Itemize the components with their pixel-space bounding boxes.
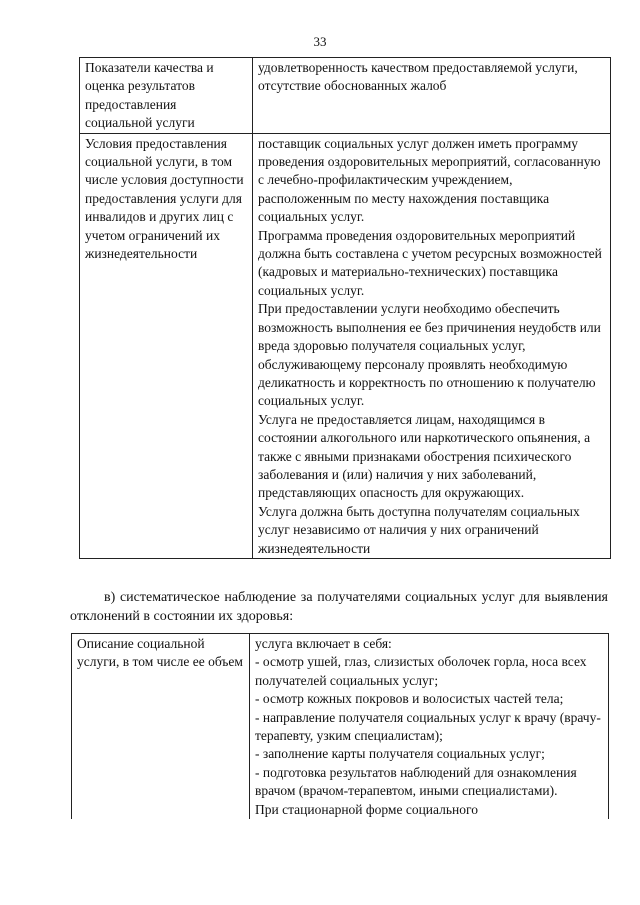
cell-text: - осмотр кожных покровов и волосистых частей тела;	[255, 691, 564, 707]
cell-text: - осмотр ушей, глаз, слизистых оболочек горла, носа всех получателей социальных услуг;	[255, 654, 587, 688]
row-label-provision-conditions: Условия предоставления социальной услуги, в том числе условия доступности предоставления услуги для инвалидов и других лиц с учетом ограничений их жизнедеятельности	[80, 133, 253, 558]
row-value-provision-conditions	[253, 133, 611, 558]
cell-text: - направление получателя социальных услуг к врачу (врачу-терапевту, узким специалистам);	[255, 709, 601, 744]
cell-text: услуга включает в себя:	[255, 636, 392, 651]
service-standards-table	[79, 57, 611, 559]
page-number: 33	[313, 34, 327, 49]
cell-text: Услуга должна быть доступна получателям социальных услуг независимо от наличия у них ограничений жизнедеятельности	[258, 503, 580, 556]
row-label-service-description: Описание социальной услуги, в том числе ее объем	[72, 634, 250, 820]
row-value-quality-indicators	[253, 58, 611, 134]
cell-text: поставщик социальных услуг должен иметь программу проведения оздоровительных мероприятий, согласованную с лечебно-профилактическим учреждением, расположенным по месту нахождения поставщика социальных услуг.	[258, 135, 601, 225]
table-row	[72, 634, 609, 820]
cell-text: удовлетворенность качеством предоставляемой услуги, отсутствие обоснованных жалоб	[258, 60, 578, 94]
row-label-quality-indicators: Показатели качества и оценка результатов предоставления социальной услуги	[80, 58, 253, 134]
service-description-table	[71, 633, 609, 819]
cell-text: Программа проведения оздоровительных мероприятий должна быть составлена с учетом ресурсных возможностей (кадровых и материально-технических) поставщика социальных услуг.	[258, 227, 602, 298]
cell-text: - подготовка результатов наблюдений для ознакомления врачом (врачом-терапевтом, иными специалистами).	[255, 764, 577, 799]
row-value-service-description	[250, 634, 609, 820]
section-paragraph: в) систематическое наблюдение за получателями социальных услуг для выявления отклонений в состоянии их здоровья:	[70, 590, 608, 624]
cell-text: - заполнение карты получателя социальных услуг;	[255, 746, 545, 762]
cell-text: При стационарной форме социального	[255, 801, 478, 817]
cell-text: Услуга не предоставляется лицам, находящимся в состоянии алкогольного или наркотического опьянения, а также с явными признаками обострения психического заболевания и (или) наличия у них заболеваний, представляющих опасность для окружающих.	[258, 411, 591, 501]
table-row	[80, 133, 611, 558]
cell-text: При предоставлении услуги необходимо обеспечить возможность выполнения ее без причинения неудобств или вреда здоровью получателя социальных услуг, обслуживающему персоналу проявлять необходимую деликатность и корректность по отношению к получателю социальных услуг.	[258, 301, 601, 409]
table-row	[80, 58, 611, 134]
